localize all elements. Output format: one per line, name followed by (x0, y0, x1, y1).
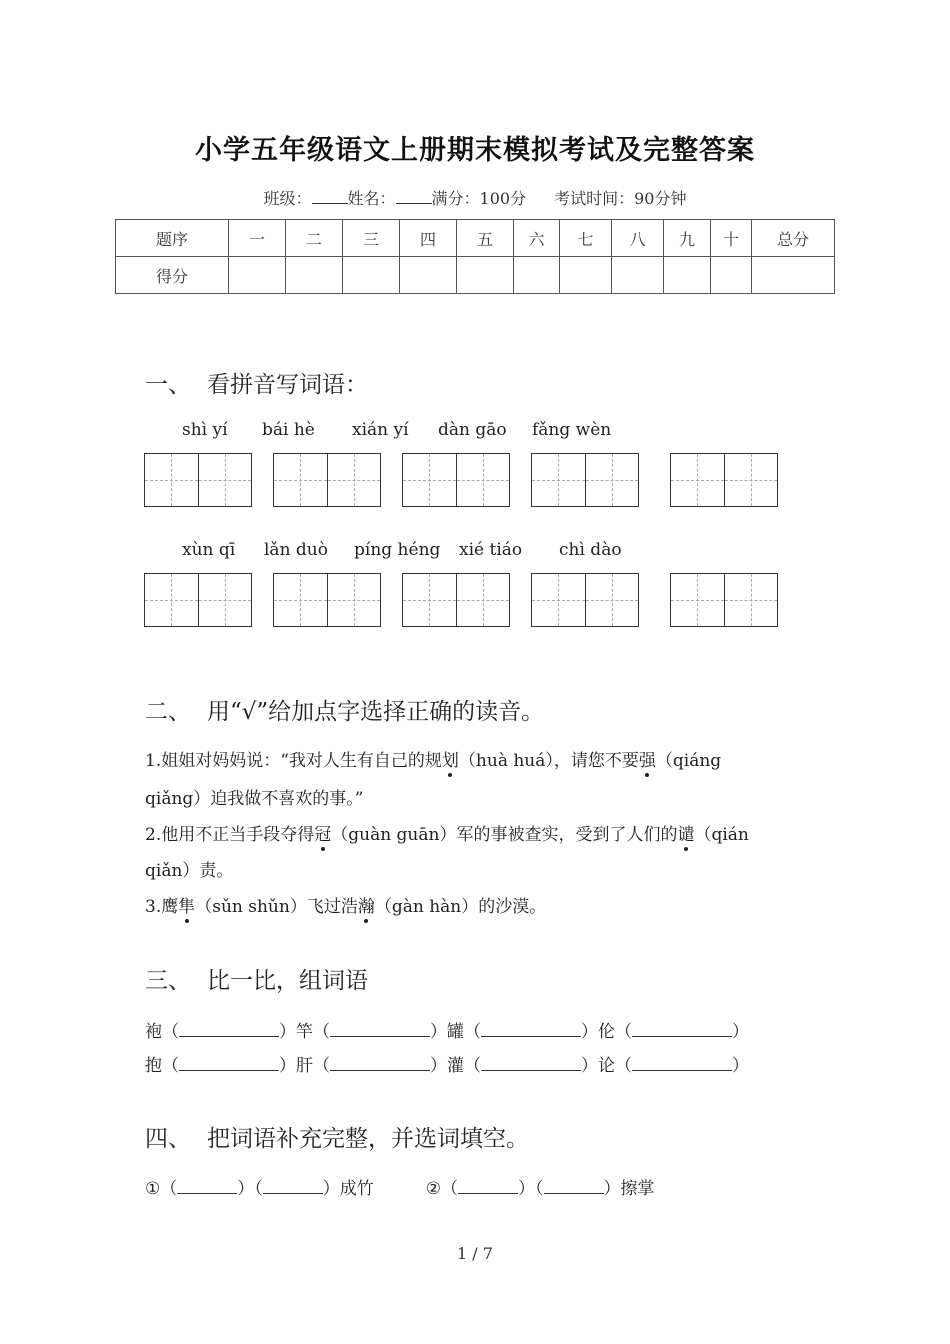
dotted-char: 谴 (677, 820, 694, 845)
class-label: 班级： (263, 189, 312, 208)
header-cell: 总分 (752, 220, 835, 257)
writing-grid[interactable] (670, 453, 778, 507)
answer-blank[interactable] (632, 1056, 732, 1071)
compare-char: 竿 (296, 1022, 313, 1042)
writing-grid[interactable] (273, 453, 381, 507)
answer-blank[interactable] (179, 1022, 279, 1037)
question-3-line: 3.鹰隼（sǔn shǔn）飞过浩瀚（gàn hàn）的沙漠。 (145, 892, 546, 917)
question-1-line-2: qiǎng）迫我做不喜欢的事。” (145, 789, 364, 809)
header-cell: 一 (229, 220, 286, 257)
pinyin-label: xié tiáo (459, 540, 523, 560)
score-cell[interactable] (229, 257, 286, 294)
header-cell: 五 (457, 220, 514, 257)
score-table-score-row (116, 257, 835, 294)
score-cell[interactable] (400, 257, 457, 294)
header-cell: 题序 (116, 220, 229, 257)
name-label: 姓名： (347, 189, 396, 208)
pinyin-label: shì yí (182, 420, 228, 440)
writing-grid[interactable] (531, 573, 639, 627)
score-cell[interactable] (612, 257, 664, 294)
compare-char: 抱 (145, 1056, 162, 1076)
pinyin-label: xùn qī (182, 540, 236, 560)
score-row-label: 得分 (116, 257, 229, 294)
dotted-char: 划 (442, 746, 459, 771)
class-blank[interactable] (312, 189, 348, 204)
pinyin-label: píng héng (354, 540, 441, 560)
dotted-char: 冠 (314, 820, 331, 845)
section-2-title: 用“√”给加点字选择正确的读音。 (207, 699, 545, 725)
section-2-heading: 二、 用“√”给加点字选择正确的读音。 (145, 699, 545, 725)
fill-row: ①（ ）（ ）成竹 ②（ ）（ ）擦掌 (145, 1179, 655, 1199)
pinyin-label: xián yí (352, 420, 409, 440)
item-number: ① (145, 1179, 161, 1199)
compare-row-1: 袍（ ）竿（ ）罐（ ）伦（ ） (145, 1022, 749, 1042)
writing-grid[interactable] (273, 573, 381, 627)
name-blank[interactable] (396, 189, 432, 204)
idiom-tail: 擦掌 (620, 1179, 655, 1199)
page-number: 1 / 7 (457, 1244, 493, 1263)
writing-grid[interactable] (670, 573, 778, 627)
pinyin-label: bái hè (262, 420, 315, 440)
question-2-line-1: 2.他用不正当手段夺得冠（guàn guān）军的事被查实，受到了人们的谴（qián (145, 820, 749, 845)
answer-blank[interactable] (177, 1179, 237, 1194)
time-label: 考试时间：90分钟 (554, 189, 687, 208)
section-1-title: 看拼音写词语： (207, 372, 368, 398)
answer-blank[interactable] (458, 1179, 518, 1194)
section-4-title: 把词语补充完整，并选词填空。 (207, 1126, 529, 1152)
writing-grid[interactable] (144, 453, 252, 507)
header-cell: 九 (664, 220, 711, 257)
pinyin-label: chì dào (559, 540, 622, 560)
answer-blank[interactable] (481, 1056, 581, 1071)
score-cell[interactable] (664, 257, 711, 294)
header-cell: 十 (711, 220, 752, 257)
answer-blank[interactable] (330, 1022, 430, 1037)
compare-char: 罐 (447, 1022, 464, 1042)
dotted-char: 强 (639, 746, 656, 771)
score-cell[interactable] (560, 257, 612, 294)
answer-blank[interactable] (330, 1056, 430, 1071)
header-cell: 七 (560, 220, 612, 257)
pinyin-label: dàn gāo (438, 420, 507, 440)
section-1-heading: 一、 看拼音写词语： (145, 372, 368, 398)
header-cell: 六 (514, 220, 560, 257)
dotted-char: 瀚 (358, 892, 375, 917)
pinyin-label: fǎng wèn (532, 420, 612, 440)
compare-char: 论 (598, 1056, 615, 1076)
writing-grid[interactable] (144, 573, 252, 627)
score-cell[interactable] (514, 257, 560, 294)
answer-blank[interactable] (179, 1056, 279, 1071)
exam-info (0, 186, 950, 209)
score-cell[interactable] (752, 257, 835, 294)
header-cell: 四 (400, 220, 457, 257)
score-table (115, 219, 835, 294)
score-cell[interactable] (343, 257, 400, 294)
compare-char: 伦 (598, 1022, 615, 1042)
writing-grid[interactable] (402, 573, 510, 627)
header-cell: 三 (343, 220, 400, 257)
score-cell[interactable] (457, 257, 514, 294)
answer-blank[interactable] (544, 1179, 604, 1194)
item-number: ② (425, 1179, 441, 1199)
score-cell[interactable] (711, 257, 752, 294)
compare-char: 袍 (145, 1022, 162, 1042)
page-title: 小学五年级语文上册期末模拟考试及完整答案 (195, 135, 755, 166)
question-1-line-1: 1.姐姐对妈妈说：“我对人生有自己的规划（huà huá），请您不要强（qiáng (145, 746, 721, 771)
header-cell: 八 (612, 220, 664, 257)
compare-char: 灌 (447, 1056, 464, 1076)
score-cell[interactable] (286, 257, 343, 294)
pinyin-label: lǎn duò (264, 540, 328, 560)
section-4-heading: 四、 把词语补充完整，并选词填空。 (145, 1126, 529, 1152)
answer-blank[interactable] (263, 1179, 323, 1194)
writing-grid[interactable] (402, 453, 510, 507)
section-3-heading: 三、 比一比，组词语 (145, 968, 368, 994)
idiom-tail: 成竹 (339, 1179, 374, 1199)
answer-blank[interactable] (481, 1022, 581, 1037)
dotted-char: 隼 (178, 892, 195, 917)
answer-blank[interactable] (632, 1022, 732, 1037)
score-label: 满分：100分 (431, 189, 527, 208)
section-3-title: 比一比，组词语 (207, 968, 368, 994)
writing-grid[interactable] (531, 453, 639, 507)
question-2-line-2: qiǎn）责。 (145, 861, 234, 881)
compare-row-2: 抱（ ）肝（ ）灌（ ）论（ ） (145, 1056, 749, 1076)
header-cell: 二 (286, 220, 343, 257)
score-table-header-row (116, 220, 835, 257)
compare-char: 肝 (296, 1056, 313, 1076)
